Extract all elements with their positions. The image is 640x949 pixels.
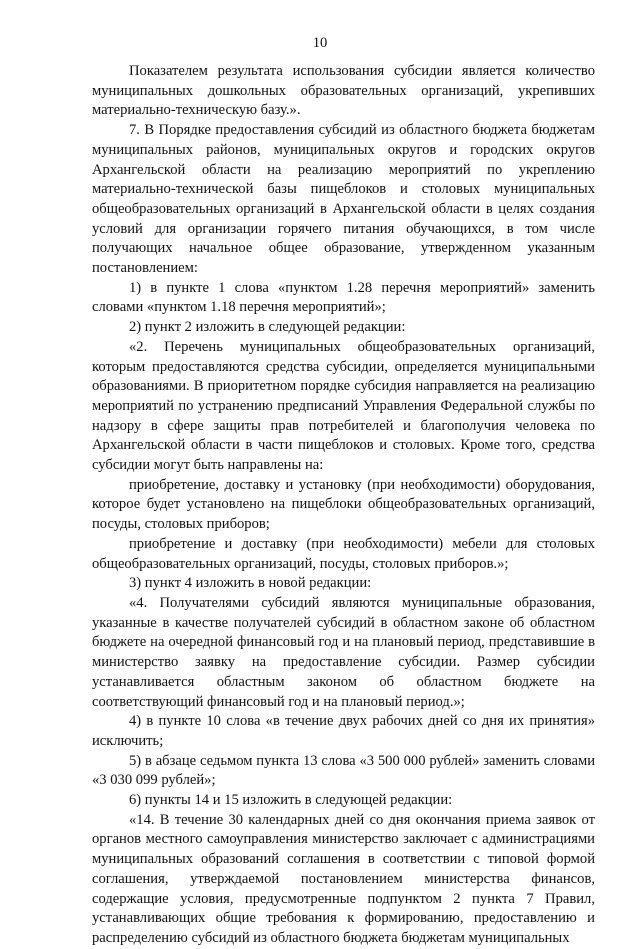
paragraph-item-7: 7. В Порядке предоставления субсидий из областного бюджета бюджетам муниципальных районов, муниципальных округов и городских округов Архангельской области на реализацию мероприятий по укреплению материально-технической базы пищеблоков и столовых муниципальных общеобразовательных организаций в Архангельской области в целях создания условий для организации горячего питания обучающихся, в том числе получающих начальное общее образование, утвержденном указанным постановлением: [92,122,595,277]
paragraph-subitem-4: 4) в пункте 10 слова «в течение двух рабочих дней со дня их принятия» исключить; [92,713,595,749]
page-number: 10 [312,35,328,51]
document-body [92,62,595,949]
paragraph-subitem-3: 3) пункт 4 изложить в новой редакции: [129,575,372,592]
paragraph-subitem-6: 6) пункты 14 и 15 изложить в следующей редакции: [129,792,453,809]
paragraph-furniture: приобретение и доставку (при необходимости) мебели для столовых общеобразовательных организаций, посуды, столовых приборов.»; [92,535,595,572]
paragraph-subitem-1: 1) в пункте 1 слова «пунктом 1.28 перечня мероприятий» заменить словами «пунктом 1.18 перечня мероприятий»; [92,279,595,316]
paragraph-new-point-14: «14. В течение 30 календарных дней со дня окончания приема заявок от органов местного самоуправления министерство заключает с администрациями муниципальных образований соглашения в соответствии с типовой формой соглашения, утверждаемой постановлением министерства финансов, содержащие условия, предусмотренные подпунктом 2 пункта 7 Правил, устанавливающих общие требования к формированию, предоставлению и распределению субсидий из областного бюджета бюджетам муниципальных [92,811,595,946]
paragraph-subitem-2: 2) пункт 2 изложить в следующей редакции: [129,319,406,336]
paragraph-result-indicator: Показателем результата использования субсидии является количество муниципальных дошкольных образовательных организаций, укрепивших материально-техническую базу.». [92,63,595,119]
paragraph-new-point-2: «2. Перечень муниципальных общеобразовательных организаций, которым предоставляются средства субсидии, определяется муниципальными образованиями. В приоритетном порядке субсидия направляется на реализацию мероприятий по устранению предписаний Управления Федеральной службы по надзору в сфере защиты прав потребителей и благополучия человека по Архангельской области в части пищеблоков и столовых. Кроме того, средства субсидии могут быть направлены на: [92,338,595,474]
paragraph-new-point-4: «4. Получателями субсидий являются муниципальные образования, указанные в качестве получателей субсидий в областном законе об областном бюджете на очередной финансовый год и на плановый период, представившие в министерство заявку на предоставление субсидии. Размер субсидии устанавливается областным законом об областном бюджете на соответствующий финансовый год и на плановый период.»; [92,594,595,710]
paragraph-equipment: приобретение, доставку и установку (при необходимости) оборудования, которое будет установлено на пищеблоки общеобразовательных организаций, посуды, столовых приборов; [92,476,595,533]
paragraph-subitem-5: 5) в абзаце седьмом пункта 13 слова «3 500 000 рублей» заменить словами «3 030 099 рублей»; [92,752,595,789]
